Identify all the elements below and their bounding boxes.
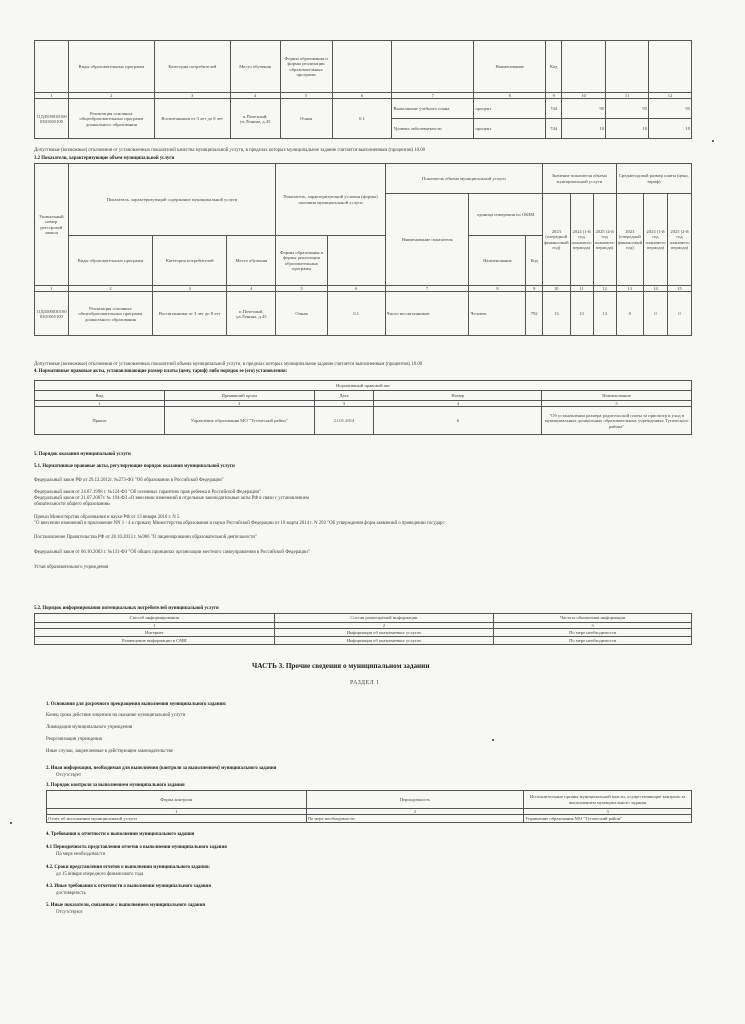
t2-program: Реализация основных общеобразовательных программ дошкольного образования (68, 292, 152, 336)
t2-volume-indicator: Показатель объема муниципальной услуги (385, 164, 542, 194)
control-table (46, 790, 692, 823)
t1-value: 95 (606, 99, 649, 119)
t1-num: 7 (392, 93, 474, 99)
informing-table (34, 613, 692, 645)
report-frequency-value: По мере необходимости (56, 852, 106, 857)
t1-num: 12 (649, 93, 692, 99)
t3-num: 2 (164, 401, 314, 407)
t1-num: 4 (230, 93, 280, 99)
t4-method: Размещение информации в СМИ (35, 637, 275, 645)
t2-num: 4 (227, 286, 276, 292)
t2-num: 2 (68, 286, 152, 292)
t2-value: 13 (543, 292, 570, 336)
t4-num: 1 (35, 623, 275, 629)
t4-col-content: Состав размещаемой информации (274, 614, 494, 623)
t3-number: 6 (374, 407, 542, 435)
t3-num: 1 (35, 401, 165, 407)
section-5-1-heading: 5.1. Нормативные правовые акты, регулирующие порядок оказания муниципальной услуги (34, 464, 235, 469)
t1-indicator-name: Уровень заболеваемости (392, 119, 474, 139)
t1-col6: 0.1 (332, 99, 392, 139)
t2-num: 1 (35, 286, 69, 292)
t1-okei: 744 (546, 119, 562, 139)
t3-col-date: Дата (314, 391, 374, 401)
law-item: Приказ Министерства образования и науки РФ от 13 января 2016 г. N 5 (34, 515, 180, 520)
t1-head-programs: Виды образовательных программ (68, 41, 154, 93)
t1-num: 10 (562, 93, 606, 99)
t1-form: Очная (280, 99, 332, 139)
t4-num: 2 (274, 623, 494, 629)
law-item: обязательности общего образования» (34, 502, 111, 507)
termination-reason: Ликвидация муниципального учреждения (46, 725, 133, 730)
t5-period: По мере необходимости (306, 815, 524, 823)
t2-category: Воспитанники от 3 лет до 8 лет (153, 292, 227, 336)
t2-num: 9 (526, 286, 543, 292)
t2-indicator-name: Число воспитанников (385, 292, 469, 336)
t2-num: 12 (593, 286, 616, 292)
t1-num: 8 (474, 93, 546, 99)
termination-reason: Реорганизация учреждения (46, 737, 102, 742)
t4-col-method: Способ информирования (35, 614, 275, 623)
t1-num: 6 (332, 93, 392, 99)
t2-okei: 792 (526, 292, 543, 336)
t1-okei: 744 (546, 99, 562, 119)
t5-col-period: Периодичность (306, 791, 524, 809)
reporting-heading: 4. Требования к отчетности о выполнении муниципального задания (46, 832, 195, 837)
t2-year: 2024 (1-й год планового периода) (644, 194, 668, 286)
t4-content: Информация об оказываемых услугах (274, 637, 494, 645)
t5-num: 1 (47, 809, 307, 815)
quality-deviation-note: Допустимые (возможные) отклонения от установленных показателей качества муниципальной услуги, в пределах которых муниципальное задание считается выполненным (процентов) 10.00 (34, 148, 426, 153)
t2-head-category: Категория потребителей (153, 236, 227, 286)
t5-authority: Управление образования МО "Тугаческий район" (524, 815, 692, 823)
t2-price: 0 (616, 292, 643, 336)
t2-head-forms: Формы образования и формы реализации образовательных программ (276, 236, 327, 286)
t5-num: 2 (306, 809, 524, 815)
t2-num: 11 (570, 286, 593, 292)
part-3-title: ЧАСТЬ 3. Прочие сведения о муниципальном задании (252, 662, 430, 670)
law-item: Федеральный закон от 06.10.2003 г. №131-ФЗ "Об общих принципах организации местного самоуправления в Российской Федерации" (34, 550, 310, 555)
t2-num: 7 (385, 286, 469, 292)
t2-head-place: Место обучения (227, 236, 276, 286)
t5-col-form: Форма контроля (47, 791, 307, 809)
t1-value: 10 (606, 119, 649, 139)
other-indicators-heading: 5. Иные показатели, связанные с выполнением муниципального задания (46, 903, 206, 908)
volume-deviation-note: Допустимые (возможные) отклонения от установленных показателей объема муниципальной услуги, в пределах которых муниципальное задание считается выполненным (процентов) 10.00 (34, 362, 423, 367)
t2-content-indicator: Показатель, характеризующий содержание муниципальной услуги (68, 164, 276, 236)
section-label: РАЗДЕЛ 1 (350, 680, 380, 686)
t2-value: 13 (570, 292, 593, 336)
t2-num: 15 (667, 286, 691, 292)
t3-header: Нормативный правовой акт (35, 381, 692, 391)
t1-value: 10 (562, 119, 606, 139)
report-deadline-heading: 4.2. Сроки представления отчетов о выполнении муниципального задания: (46, 865, 211, 870)
t5-col-authority: Исполнительные органы муниципальной власти, осуществляющие контроль за выполнением муниципального задания (524, 791, 692, 809)
other-indicators-value: Отсутствуют (56, 910, 83, 915)
t1-record-code: 11Д45000301000301065100 (35, 99, 69, 139)
volume-indicators-table (34, 163, 692, 336)
t1-program: Реализация основных общеобразовательных программ дошкольного образования (68, 99, 154, 139)
t2-num: 14 (644, 286, 668, 292)
report-other-heading: 4.3. Иные требования к отчетности о выполнении муниципального задания (46, 884, 211, 889)
t2-head-name: Наименование (469, 236, 526, 286)
other-info-value: Отсутствует (56, 773, 82, 778)
law-item: "О внесении изменений в приложение NN 1 - 4 к приказу Министерства образования и науки Российской Федерации от 18 марта 2014 г. N 293 "Об утверждении форм заявлений о проведении государс (34, 521, 445, 526)
t2-price: 0 (644, 292, 668, 336)
t3-col-number: Номер (374, 391, 542, 401)
scan-speck (10, 822, 12, 824)
law-item: Устав образовательного учреждения (34, 565, 109, 570)
t1-indicator-name: Выполнение учебного плана (392, 99, 474, 119)
fee-acts-table (34, 380, 692, 435)
t1-head-place: Место обучения (230, 41, 280, 93)
t3-num: 5 (542, 401, 692, 407)
t2-num: 10 (543, 286, 570, 292)
scan-speck (712, 140, 714, 142)
t1-head-forms: Формы образования и формы реализации образовательных программ (280, 41, 332, 93)
t1-value: 10 (649, 119, 692, 139)
termination-reason: Конец срока действия лицензии на оказание муниципальной услуги (46, 713, 186, 718)
report-other-value: достоверность (56, 891, 86, 896)
section-5-2-heading: 5.2. Порядок информирования потенциальных потребителей муниципальной услуги (34, 606, 219, 611)
section-4-heading: 4. Нормативные правовые акты, устанавливающие размер платы (цену, тариф) либо порядок ее (его) установления: (34, 369, 288, 374)
t3-title: "Об установлении размера родительской платы за присмотр и уход в муниципальных дошкольных образовательных учреждениях Тугаческого района" (542, 407, 692, 435)
t4-frequency: По мере необходимости (494, 637, 692, 645)
t1-num: 2 (68, 93, 154, 99)
t3-col-title: Наименование (542, 391, 692, 401)
section-3-2-heading: 3.2 Показатели, характеризующие объем муниципальной услуги (34, 156, 175, 161)
t2-head-code: Код (526, 236, 543, 286)
t2-year: 2023 (очередной финансовый год) (616, 194, 643, 286)
t5-num: 3 (524, 809, 692, 815)
t1-num: 5 (280, 93, 332, 99)
t1-value: 95 (649, 99, 692, 119)
t1-unit: процент (474, 99, 546, 119)
t1-head-name: Наименование (474, 41, 546, 93)
t3-date: 21.01.2014 (314, 407, 374, 435)
t2-volume-values: Значение показателя объема муниципальной услуги (543, 164, 617, 194)
other-info-heading: 2. Иная информация, необходимая для выполнения (контроля за выполнением) муниципального задания (46, 766, 277, 771)
t1-place: п.Почетный, ул.Ленина, д.45 (230, 99, 280, 139)
t2-year: 2024 (1-й год планового периода) (570, 194, 593, 286)
t4-method: Интернет (35, 629, 275, 637)
scan-speck (492, 739, 494, 741)
t2-head-programs: Виды образовательных программ (68, 236, 152, 286)
t4-col-frequency: Частота обновления информации (494, 614, 692, 623)
t1-num: 11 (606, 93, 649, 99)
t2-num: 5 (276, 286, 327, 292)
law-item: Постановление Правительства РФ от 28.10.2013 г. №966 "О лицензировании образовательной деятельности" (34, 535, 257, 540)
t4-num: 3 (494, 623, 692, 629)
t1-value: 95 (562, 99, 606, 119)
t2-average-price: Среднегодовой размер платы (цена, тариф) (616, 164, 691, 194)
quality-indicators-table (34, 40, 692, 139)
report-deadline-value: до 15 января очередного финансового года (56, 872, 144, 877)
t3-num: 3 (314, 401, 374, 407)
t1-num: 3 (154, 93, 230, 99)
t1-num: 1 (35, 93, 69, 99)
t2-indicator-name-head: Наименование показателя (385, 194, 469, 286)
t3-type: Приказ (35, 407, 165, 435)
law-item: Федеральный закон от 21.07.2007г. № 194-ФЗ «О внесении изменений в отдельные законодательные акты РФ в связи с установлением (34, 496, 310, 501)
t2-unit: Человек (469, 292, 526, 336)
t1-head-category: Категория потребителей (154, 41, 230, 93)
t2-conditions-indicator: Показатель, характеризующий условия (формы) оказания муниципальной услуги (276, 164, 385, 236)
early-termination-heading: 1. Основания для досрочного прекращения выполнения муниципального задания: (46, 702, 227, 707)
t2-form: Очная (276, 292, 327, 336)
t1-num: 9 (546, 93, 562, 99)
t1-category: Воспитанники от 3 лет до 8 лет (154, 99, 230, 139)
t2-unique-number: Уникальный номер реестровой записи (35, 164, 69, 286)
t2-place: п.Почетный, ул.Ленина, д.45 (227, 292, 276, 336)
t2-unit-okei-head: единица измерения по ОКЕИ (469, 194, 543, 236)
t2-num: 13 (616, 286, 643, 292)
law-item: Федеральный закон РФ от 29.12.2012г. №273-ФЗ "Об образовании в Российской Федерации" (34, 478, 224, 483)
t5-form: Отчет об исполнении муниципальной услуги (47, 815, 307, 823)
t3-col-type: Вид (35, 391, 165, 401)
t3-col-organ: Принявший орган (164, 391, 314, 401)
t3-num: 4 (374, 401, 542, 407)
t2-col6: 0.1 (327, 292, 385, 336)
t2-num: 6 (327, 286, 385, 292)
t2-num: 3 (153, 286, 227, 292)
t2-year: 2023 (очередной финансовый год) (543, 194, 570, 286)
t2-price: 0 (667, 292, 691, 336)
law-item: Федеральный закон от 24.07.1998 г. №124-ФЗ "Об основных гарантиях прав ребенка в Российской Федерации" (34, 490, 262, 495)
t4-frequency: По мере необходимости (494, 629, 692, 637)
section-5-heading: 5. Порядок оказания муниципальной услуги (34, 452, 131, 457)
t4-content: Информация об оказываемых услугах (274, 629, 494, 637)
t3-organ: Управление образования МО "Тугаческий район" (164, 407, 314, 435)
t2-record-code: 11Д45000301000301065100 (35, 292, 69, 336)
report-frequency-heading: 4.1 Периодичность представления отчетов о выполнении муниципального задания (46, 845, 227, 850)
t2-num: 8 (469, 286, 526, 292)
t1-head-code: Код (546, 41, 562, 93)
t2-value: 13 (593, 292, 616, 336)
t2-year: 2025 (2-й год планового периода) (667, 194, 691, 286)
termination-reason: Иные случаи, закрепленные в действующем законодательстве (46, 749, 173, 754)
t1-unit: процент (474, 119, 546, 139)
t2-year: 2025 (2-й год планового периода) (593, 194, 616, 286)
control-procedure-heading: 3. Порядок контроля за выполнением муниципального задания (46, 783, 185, 788)
